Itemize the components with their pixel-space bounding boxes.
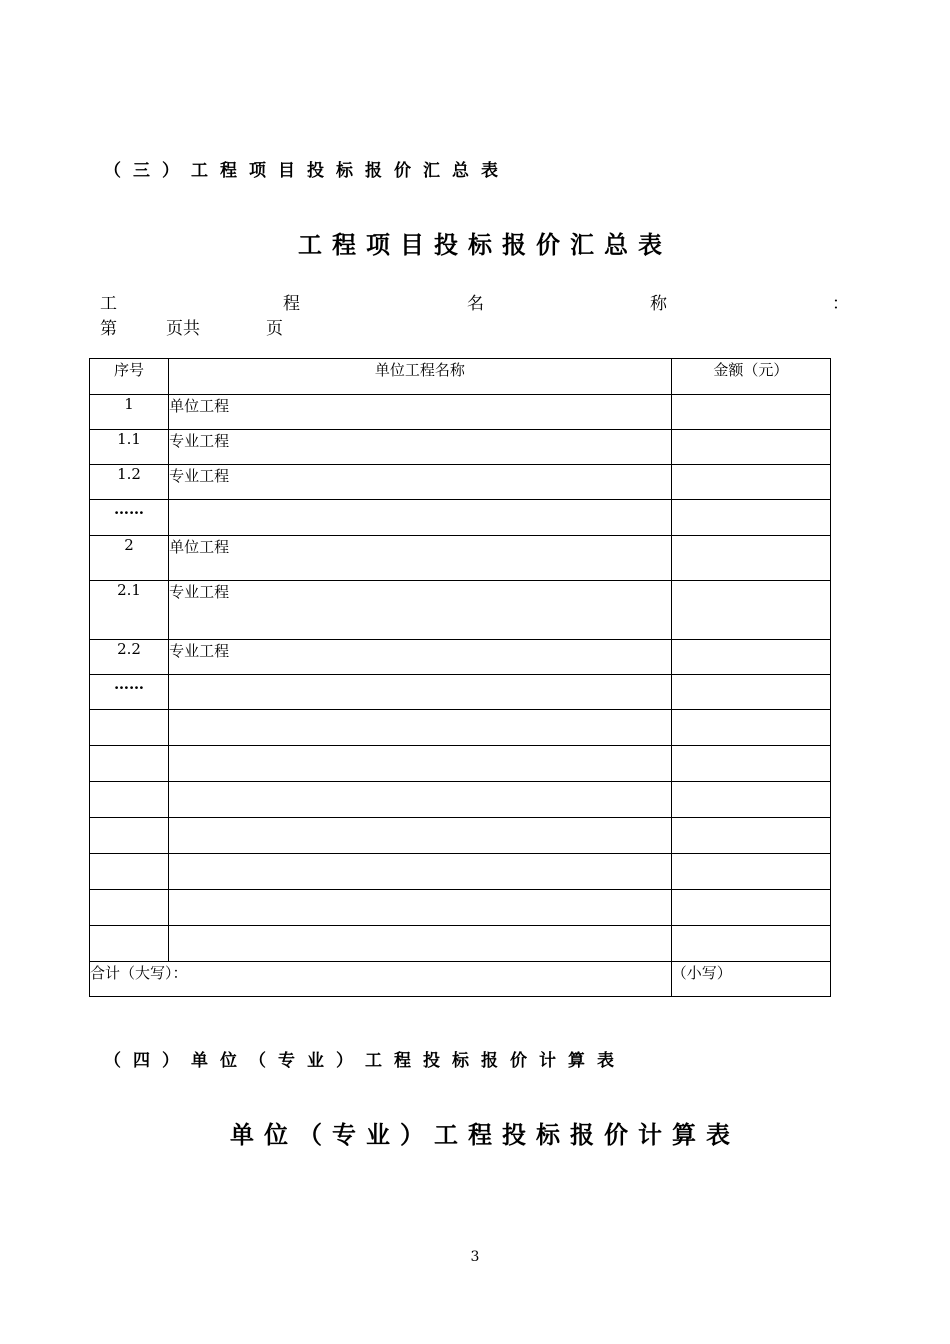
row-amount[interactable] [671, 536, 830, 581]
summary-title: 工程项目投标报价汇总表 [298, 231, 672, 259]
page-count-suffix: 页 [266, 319, 283, 339]
project-name-char: 程 [283, 294, 300, 314]
table-row-empty [90, 890, 831, 926]
row-seq: 1 [90, 395, 169, 430]
table-row [90, 430, 831, 465]
row-seq: 1.1 [90, 430, 169, 465]
table-row [90, 395, 831, 430]
header-seq: 序号 [90, 359, 169, 395]
row-amount[interactable] [671, 500, 830, 536]
page-count-prefix: 第 [100, 319, 117, 339]
row-seq: 2 [90, 536, 169, 581]
row-amount[interactable] [671, 430, 830, 465]
row-name: 单位工程 [169, 536, 672, 581]
row-amount[interactable] [671, 640, 830, 675]
table-row-empty [90, 746, 831, 782]
row-name: 单位工程 [169, 395, 672, 430]
page-count-middle: 页共 [166, 319, 200, 339]
row-seq: …… [90, 675, 169, 710]
project-name-colon: ： [832, 294, 849, 314]
table-row-empty [90, 818, 831, 854]
row-name [169, 500, 672, 536]
project-name-char: 称 [650, 294, 667, 314]
table-row [90, 500, 831, 536]
page-number: 3 [470, 1249, 480, 1265]
row-name [169, 675, 672, 710]
row-name: 专业工程 [169, 430, 672, 465]
total-upper-label: 合计（大写）： [90, 962, 672, 997]
row-amount[interactable] [671, 465, 830, 500]
project-name-char: 名 [467, 294, 484, 314]
table-row [90, 581, 831, 640]
row-name: 专业工程 [169, 581, 672, 640]
table-row-empty [90, 926, 831, 962]
table-row [90, 640, 831, 675]
section-3-heading: （三）工程项目投标报价汇总表 [104, 161, 510, 181]
row-seq: 2.1 [90, 581, 169, 640]
table-row [90, 536, 831, 581]
header-name: 单位工程名称 [169, 359, 672, 395]
row-amount[interactable] [671, 675, 830, 710]
row-amount[interactable] [671, 581, 830, 640]
row-name: 专业工程 [169, 640, 672, 675]
row-seq: 2.2 [90, 640, 169, 675]
project-name-char: 工 [100, 294, 117, 314]
row-seq: 1.2 [90, 465, 169, 500]
table-row-empty [90, 854, 831, 890]
row-name: 专业工程 [169, 465, 672, 500]
table-header-row [90, 359, 831, 395]
total-row [90, 962, 831, 997]
header-amount: 金额（元） [671, 359, 830, 395]
section-4-heading: （四）单位（专业）工程投标报价计算表 [104, 1051, 626, 1071]
summary-table [89, 358, 831, 997]
row-amount[interactable] [671, 395, 830, 430]
table-row [90, 675, 831, 710]
table-row-empty [90, 782, 831, 818]
total-lower-label: （小写） [671, 962, 830, 997]
table-row [90, 465, 831, 500]
table-row-empty [90, 710, 831, 746]
row-seq: …… [90, 500, 169, 536]
section-4-title: 单位（专业）工程投标报价计算表 [230, 1121, 740, 1149]
